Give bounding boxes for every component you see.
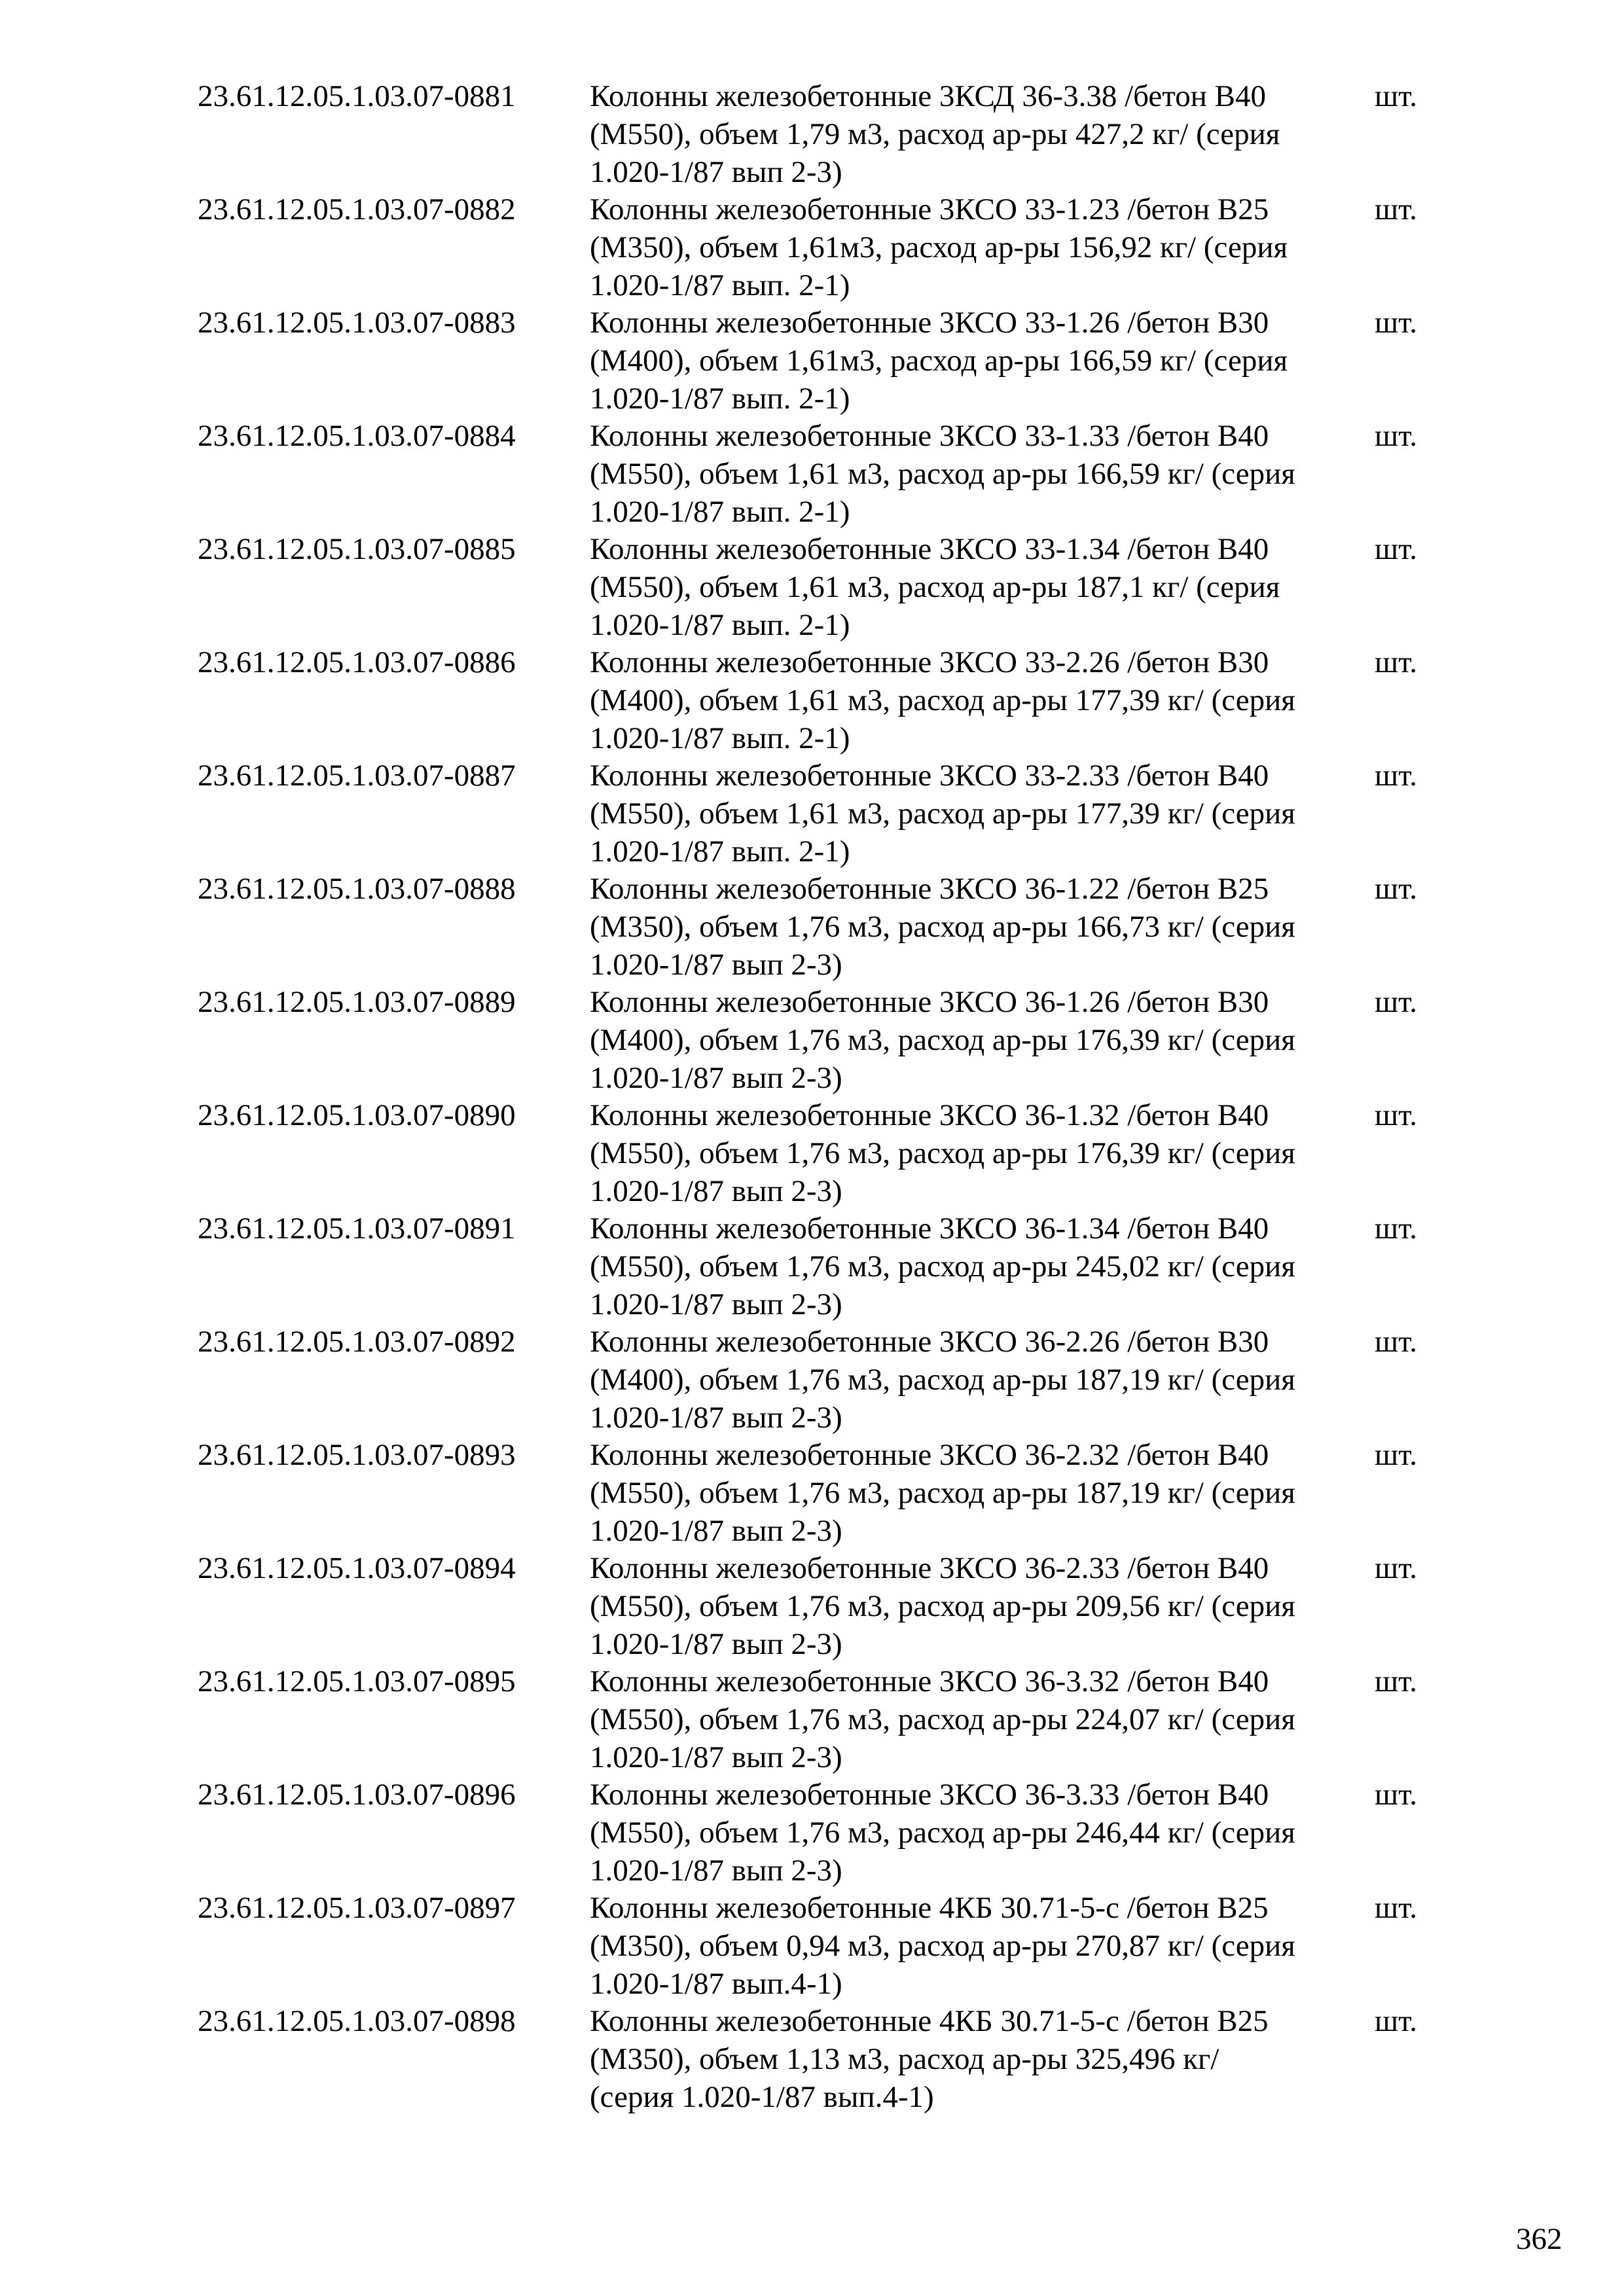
- unit-of-measure: шт.: [1375, 872, 1417, 906]
- resource-description: [590, 1662, 1295, 1776]
- table-row: [198, 1549, 1441, 1662]
- price-list-table: [198, 77, 1441, 2115]
- unit-of-measure: шт.: [1375, 645, 1417, 679]
- resource-description: [590, 417, 1295, 531]
- resource-code: 23.61.12.05.1.03.07-0890: [198, 1098, 516, 1132]
- description-line: Колонны железобетонные 3КСО 36-2.33 /бетон В40: [590, 1551, 1269, 1585]
- description-line: (М550), объем 1,76 м3, расход ар-ры 224,07 кг/ (серия: [590, 1702, 1295, 1736]
- unit-of-measure: шт.: [1375, 192, 1417, 226]
- resource-code: 23.61.12.05.1.03.07-0888: [198, 872, 516, 906]
- description-line: (М350), объем 1,13 м3, расход ар-ры 325,496 кг/: [590, 2042, 1219, 2076]
- description-line: (М550), объем 1,76 м3, расход ар-ры 209,56 кг/ (серия: [590, 1589, 1295, 1623]
- table-row: [198, 1096, 1441, 1210]
- resource-description: [590, 757, 1295, 870]
- unit-of-measure: шт.: [1375, 1325, 1417, 1359]
- description-line: Колонны железобетонные 3КСО 33-1.26 /бетон В30: [590, 306, 1269, 340]
- resource-description: [590, 2002, 1269, 2116]
- unit-of-measure: шт.: [1375, 1211, 1417, 1246]
- table-row: [198, 1889, 1441, 2002]
- resource-description: [590, 304, 1288, 418]
- resource-code: 23.61.12.05.1.03.07-0893: [198, 1438, 516, 1472]
- description-line: Колонны железобетонные 4КБ 30.71-5-с /бетон В25: [590, 2004, 1269, 2038]
- description-line: 1.020-1/87 вып 2-3): [590, 1401, 842, 1435]
- resource-code: 23.61.12.05.1.03.07-0891: [198, 1211, 516, 1246]
- description-line: (М550), объем 1,61 м3, расход ар-ры 166,59 кг/ (серия: [590, 457, 1295, 491]
- resource-description: [590, 983, 1295, 1097]
- unit-of-measure: шт.: [1375, 419, 1417, 453]
- unit-of-measure: шт.: [1375, 985, 1417, 1019]
- table-row: [198, 530, 1441, 643]
- resource-code: 23.61.12.05.1.03.07-0885: [198, 532, 516, 566]
- description-line: (М350), объем 1,76 м3, расход ар-ры 166,73 кг/ (серия: [590, 910, 1295, 944]
- description-line: Колонны железобетонные 3КСО 33-1.33 /бетон В40: [590, 419, 1269, 453]
- resource-code: 23.61.12.05.1.03.07-0887: [198, 759, 516, 793]
- description-line: Колонны железобетонные 3КСО 36-2.32 /бетон В40: [590, 1438, 1269, 1472]
- description-line: 1.020-1/87 вып. 2-1): [590, 495, 850, 529]
- unit-of-measure: шт.: [1375, 1098, 1417, 1132]
- resource-code: 23.61.12.05.1.03.07-0883: [198, 306, 516, 340]
- description-line: Колонны железобетонные 4КБ 30.71-5-с /бетон В25: [590, 1891, 1269, 1925]
- table-row: [198, 643, 1441, 757]
- table-row: [198, 983, 1441, 1096]
- table-row: [198, 1210, 1441, 1323]
- description-line: Колонны железобетонные 3КСО 36-2.26 /бетон В30: [590, 1325, 1269, 1359]
- description-line: (М550), объем 1,76 м3, расход ар-ры 187,19 кг/ (серия: [590, 1476, 1295, 1510]
- description-line: 1.020-1/87 вып 2-3): [590, 1627, 842, 1661]
- resource-description: [590, 1323, 1295, 1437]
- description-line: (М350), объем 0,94 м3, расход ар-ры 270,87 кг/ (серия: [590, 1929, 1295, 1963]
- description-line: 1.020-1/87 вып 2-3): [590, 1514, 842, 1548]
- description-line: (М400), объем 1,76 м3, расход ар-ры 187,19 кг/ (серия: [590, 1363, 1295, 1397]
- table-row: [198, 2002, 1441, 2115]
- description-line: Колонны железобетонные 3КСО 33-1.23 /бетон В25: [590, 192, 1269, 226]
- description-line: Колонны железобетонные 3КСО 33-2.26 /бетон В30: [590, 645, 1269, 679]
- description-line: 1.020-1/87 вып 2-3): [590, 1061, 842, 1095]
- table-row: [198, 757, 1441, 870]
- unit-of-measure: шт.: [1375, 1891, 1417, 1925]
- description-line: (М400), объем 1,61 м3, расход ар-ры 177,39 кг/ (серия: [590, 683, 1295, 717]
- description-line: (М400), объем 1,76 м3, расход ар-ры 176,39 кг/ (серия: [590, 1023, 1295, 1057]
- resource-code: 23.61.12.05.1.03.07-0896: [198, 1778, 516, 1812]
- resource-description: [590, 190, 1288, 304]
- description-line: (М550), объем 1,76 м3, расход ар-ры 176,39 кг/ (серия: [590, 1136, 1295, 1170]
- description-line: Колонны железобетонные 3КСО 36-3.33 /бетон В40: [590, 1778, 1269, 1812]
- description-line: (М550), объем 1,61 м3, расход ар-ры 187,1 кг/ (серия: [590, 570, 1280, 604]
- unit-of-measure: шт.: [1375, 759, 1417, 793]
- description-line: 1.020-1/87 вып 2-3): [590, 1854, 842, 1888]
- description-line: Колонны железобетонные 3КСО 36-1.34 /бетон В40: [590, 1211, 1269, 1246]
- resource-description: [590, 870, 1295, 984]
- description-line: Колонны железобетонные 3КСО 36-1.26 /бетон В30: [590, 985, 1269, 1019]
- unit-of-measure: шт.: [1375, 306, 1417, 340]
- table-row: [198, 870, 1441, 983]
- description-line: (серия 1.020-1/87 вып.4-1): [590, 2080, 934, 2114]
- resource-description: [590, 1549, 1295, 1663]
- unit-of-measure: шт.: [1375, 79, 1417, 113]
- resource-description: [590, 1776, 1295, 1890]
- description-line: (М550), объем 1,79 м3, расход ар-ры 427,2 кг/ (серия: [590, 117, 1280, 151]
- table-row: [198, 1662, 1441, 1776]
- description-line: (М550), объем 1,76 м3, расход ар-ры 246,44 кг/ (серия: [590, 1816, 1295, 1850]
- unit-of-measure: шт.: [1375, 1664, 1417, 1698]
- resource-description: [590, 643, 1295, 757]
- description-line: 1.020-1/87 вып 2-3): [590, 1174, 842, 1208]
- resource-code: 23.61.12.05.1.03.07-0898: [198, 2004, 516, 2038]
- page-number: 362: [1516, 2222, 1562, 2256]
- resource-code: 23.61.12.05.1.03.07-0894: [198, 1551, 516, 1585]
- description-line: (М550), объем 1,76 м3, расход ар-ры 245,02 кг/ (серия: [590, 1249, 1295, 1283]
- description-line: 1.020-1/87 вып 2-3): [590, 948, 842, 982]
- description-line: 1.020-1/87 вып. 2-1): [590, 721, 850, 755]
- description-line: (М400), объем 1,61м3, расход ар-ры 166,59 кг/ (серия: [590, 344, 1288, 378]
- resource-description: [590, 1436, 1295, 1550]
- table-row: [198, 1776, 1441, 1889]
- resource-code: 23.61.12.05.1.03.07-0882: [198, 192, 516, 226]
- resource-description: [590, 1210, 1295, 1323]
- description-line: 1.020-1/87 вып 2-3): [590, 155, 842, 189]
- unit-of-measure: шт.: [1375, 532, 1417, 566]
- description-line: Колонны железобетонные 3КСД 36-3.38 /бетон В40: [590, 79, 1266, 113]
- resource-description: [590, 1889, 1295, 2003]
- description-line: 1.020-1/87 вып.4-1): [590, 1967, 842, 2001]
- description-line: 1.020-1/87 вып. 2-1): [590, 268, 850, 302]
- unit-of-measure: шт.: [1375, 1778, 1417, 1812]
- resource-description: [590, 530, 1280, 644]
- table-row: [198, 1436, 1441, 1549]
- description-line: Колонны железобетонные 3КСО 33-2.33 /бетон В40: [590, 759, 1269, 793]
- table-row: [198, 190, 1441, 304]
- resource-code: 23.61.12.05.1.03.07-0889: [198, 985, 516, 1019]
- resource-description: [590, 1096, 1295, 1210]
- unit-of-measure: шт.: [1375, 1551, 1417, 1585]
- description-line: 1.020-1/87 вып 2-3): [590, 1740, 842, 1774]
- description-line: (М550), объем 1,61 м3, расход ар-ры 177,39 кг/ (серия: [590, 797, 1295, 831]
- description-line: 1.020-1/87 вып 2-3): [590, 1287, 842, 1321]
- table-row: [198, 304, 1441, 417]
- description-line: 1.020-1/87 вып. 2-1): [590, 382, 850, 416]
- description-line: 1.020-1/87 вып. 2-1): [590, 608, 850, 642]
- description-line: Колонны железобетонные 3КСО 36-1.32 /бетон В40: [590, 1098, 1269, 1132]
- resource-code: 23.61.12.05.1.03.07-0881: [198, 79, 516, 113]
- resource-code: 23.61.12.05.1.03.07-0886: [198, 645, 516, 679]
- resource-code: 23.61.12.05.1.03.07-0897: [198, 1891, 516, 1925]
- table-row: [198, 417, 1441, 530]
- resource-code: 23.61.12.05.1.03.07-0895: [198, 1664, 516, 1698]
- table-row: [198, 1323, 1441, 1436]
- description-line: (М350), объем 1,61м3, расход ар-ры 156,92 кг/ (серия: [590, 230, 1288, 264]
- unit-of-measure: шт.: [1375, 1438, 1417, 1472]
- unit-of-measure: шт.: [1375, 2004, 1417, 2038]
- resource-code: 23.61.12.05.1.03.07-0884: [198, 419, 516, 453]
- description-line: 1.020-1/87 вып. 2-1): [590, 834, 850, 869]
- resource-description: [590, 77, 1280, 191]
- description-line: Колонны железобетонные 3КСО 36-3.32 /бетон В40: [590, 1664, 1269, 1698]
- resource-code: 23.61.12.05.1.03.07-0892: [198, 1325, 516, 1359]
- table-row: [198, 77, 1441, 190]
- description-line: Колонны железобетонные 3КСО 33-1.34 /бетон В40: [590, 532, 1269, 566]
- description-line: Колонны железобетонные 3КСО 36-1.22 /бетон В25: [590, 872, 1269, 906]
